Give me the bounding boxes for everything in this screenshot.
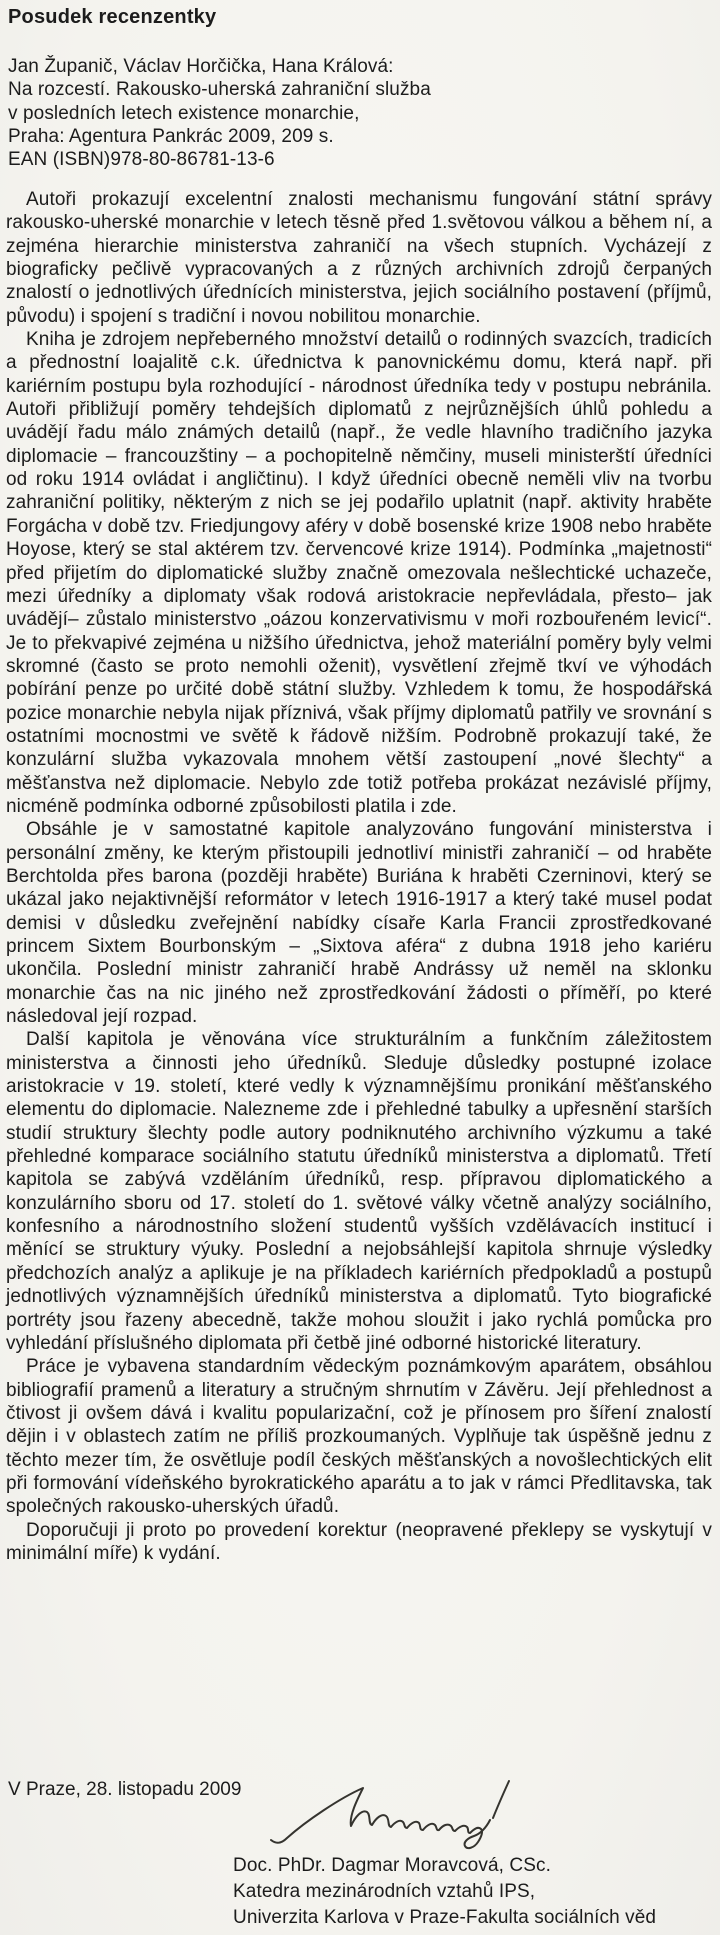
paragraph: Obsáhle je v samostatné kapitole analyzováno fungování ministerstva i personální změny, ke kterým přistoupili jednotliví ministři zahraničí – od hraběte Berchtolda přes barona (později hraběte) Buriána k hraběti Czerninovi, který se ukázal jako nejaktivnější reformátor v letech 1916-1917 a který také musel podat demisi v důsledku zveřejnění nabídky císaře Karla Francii zprostředkované princem Sixtem Bourbonským – „Sixtova aféra“ z dubna 1918 jeho kariéru ukončila. Poslední ministr zahraničí hrabě Andrássy už neměl na sklonku monarchie čas na nic jiného než zprostředkování žádosti o příměří, po které následoval její rozpad. bbox=[6, 819, 712, 1028]
bibliography-isbn-line: EAN (ISBN)978-80-86781-13-6 bbox=[8, 149, 275, 171]
reviewer-university: Univerzita Karlova v Praze-Fakulta sociálních věd bbox=[233, 1907, 657, 1929]
review-body bbox=[6, 188, 712, 1565]
reviewer-department: Katedra mezinárodních vztahů IPS, bbox=[233, 1881, 536, 1903]
paragraph: Autoři prokazují excelentní znalosti mechanismu fungování státní správy rakousko-uherské monarchie v letech těsně před 1.světovou válkou a během ní, a zejména hierarchie ministerstva zahraničí na všech stupních. Vycházejí z biograficky pečlivě vypracovaných a z různých archivních zdrojů čerpaných znalostí o jednotlivých úřednících ministerstva, jejich sociálního postavení (příjmů, původu) i spojení s tradiční i novou nobilitou monarchie. bbox=[6, 189, 712, 327]
reviewer-name: Doc. PhDr. Dagmar Moravcová, CSc. bbox=[233, 1855, 551, 1876]
place-and-date-line: V Praze, 28. listopadu 2009 bbox=[8, 1779, 242, 1800]
bibliography-authors-line: Jan Županič, Václav Horčička, Hana Králová: bbox=[8, 56, 394, 77]
paragraph: Doporučuji ji proto po provedení korektur (neopravené překlepy se vyskytují v minimální míře) k vydání. bbox=[6, 1519, 712, 1564]
paragraph: Další kapitola je věnována více strukturálním a funkčním záležitostem ministerstva a činnosti jeho úředníků. Sleduje důsledky postupné izolace aristokracie v 19. století, které vedly k významnějšímu pronikání měšťanského elementu do diplomacie. Nalezneme zde i přehledné tabulky a upřesnění starších studií struktury šlechty podle autory podniknutého archivního výzkumu a také přehledné komparace sociálního statutu úředníků ministerstva a diplomatů. Třetí kapitola se zabývá vzděláním úředníků, resp. přípravou diplomatického a konzulárního sboru od 17. století do 1. světové války včetně analýzy sociálního, konfesního a národnostního složení studentů vyšších vzdělávacích institucí i měnící se struktury výuky. Poslední a nejobsáhlejší kapitola shrnuje výsledky předchozích analýz a aplikuje je na příkladech kariérních předpokladů a postupů jednotlivých významnějších úředníků ministerstva a diplomatů. Tyto biografické portréty jsou řazeny abecedně, takže mohou sloužit i jako rychlá pomůcka pro vyhledání příslušného diplomata při četbě jiné odborné historické literatury. bbox=[6, 1029, 712, 1354]
reviewer-signature-block bbox=[233, 1853, 656, 1932]
bibliography-subtitle-line: v posledních letech existence monarchie, bbox=[8, 102, 360, 124]
bibliography-book-title-line: Na rozcestí. Rakousko-uherská zahraniční služba bbox=[8, 79, 431, 101]
book-bibliography bbox=[8, 55, 431, 171]
bibliography-publisher-line: Praha: Agentura Pankrác 2009, 209 s. bbox=[8, 125, 334, 147]
paragraph: Kniha je zdrojem nepřeberného množství detailů o rodinných svazcích, tradicích a přednostní loajalitě c.k. úřednictva k panovnickému domu, která např. při kariérním postupu byla rozhodující - národnost úředníka tedy v postupu nebránila. Autoři přibližují poměry tehdejších diplomatů z nejrůznějších úhlů pohledu a uvádějí řadu málo známých detailů (např., že vedle hlavního tradičního jazyka diplomacie – francouzštiny – a pochopitelně němčiny, museli ministerští úředníci od roku 1914 ovládat i angličtinu). I když úředníci obecně neměli vliv na tvorbu zahraniční politiky, některým z nich se jej podařilo uplatnit (např. aktivity hraběte Forgácha v době tzv. Friedjungovy aféry v době bosenské krize 1908 nebo hraběte Hoyose, který se stal aktérem tzv. červencové krize 1914). Podmínka „majetnosti“ před přijetím do diplomatické služby značně omezovala nešlechtické uchazeče, mezi úředníky a diplomaty však rodová aristokracie nepřevládala, přesto– jak uvádějí– zůstalo ministerstvo „oázou konzervativismu v moři rozbouřeném levicí“. Je to překvapivé zejména u nižšího úřednictva, jehož materiální poměry byly velmi skromné (často se proto nemohli oženit), vysvětlení zřejmě tkví ve výhodách pobírání penze po určité době státní služby. Vzhledem k tomu, že hospodářská pozice monarchie nebyla nijak příznivá, však příjmy diplomatů patřily ve srovnání s ostatními mocnostmi ve světě k řádově nižším. Podrobně prokazují také, že konzulární služba vykazovala mnohem větší zastoupení „nové šlechty“ a měšťanstva než diplomacie. Nebylo zde totiž potřeba prokázat nezávislé příjmy, nicméně podmínka odborné způsobilosti platila i zde. bbox=[6, 329, 712, 817]
handwritten-signature bbox=[266, 1776, 516, 1854]
paragraph: Práce je vybavena standardním vědeckým poznámkovým aparátem, obsáhlou bibliografií pramenů a literatury a stručným shrnutím v Závěru. Její přehlednost a čtivost ji ovšem dává i kvalitu popularizační, což je přínosem pro šíření znalostí dějin i v oblastech zatím ne příliš prozkoumaných. Vyplňuje tak úspěšně jednu z těchto mezer tím, že osvětluje podíl českých měšťanských a novošlechtických elit při formování vídeňského byrokratického aparátu a to jak v rámci Předlitavska, tak společných rakousko-uherských úřadů. bbox=[6, 1356, 712, 1518]
document-title: Posudek recenzentky bbox=[8, 6, 217, 28]
